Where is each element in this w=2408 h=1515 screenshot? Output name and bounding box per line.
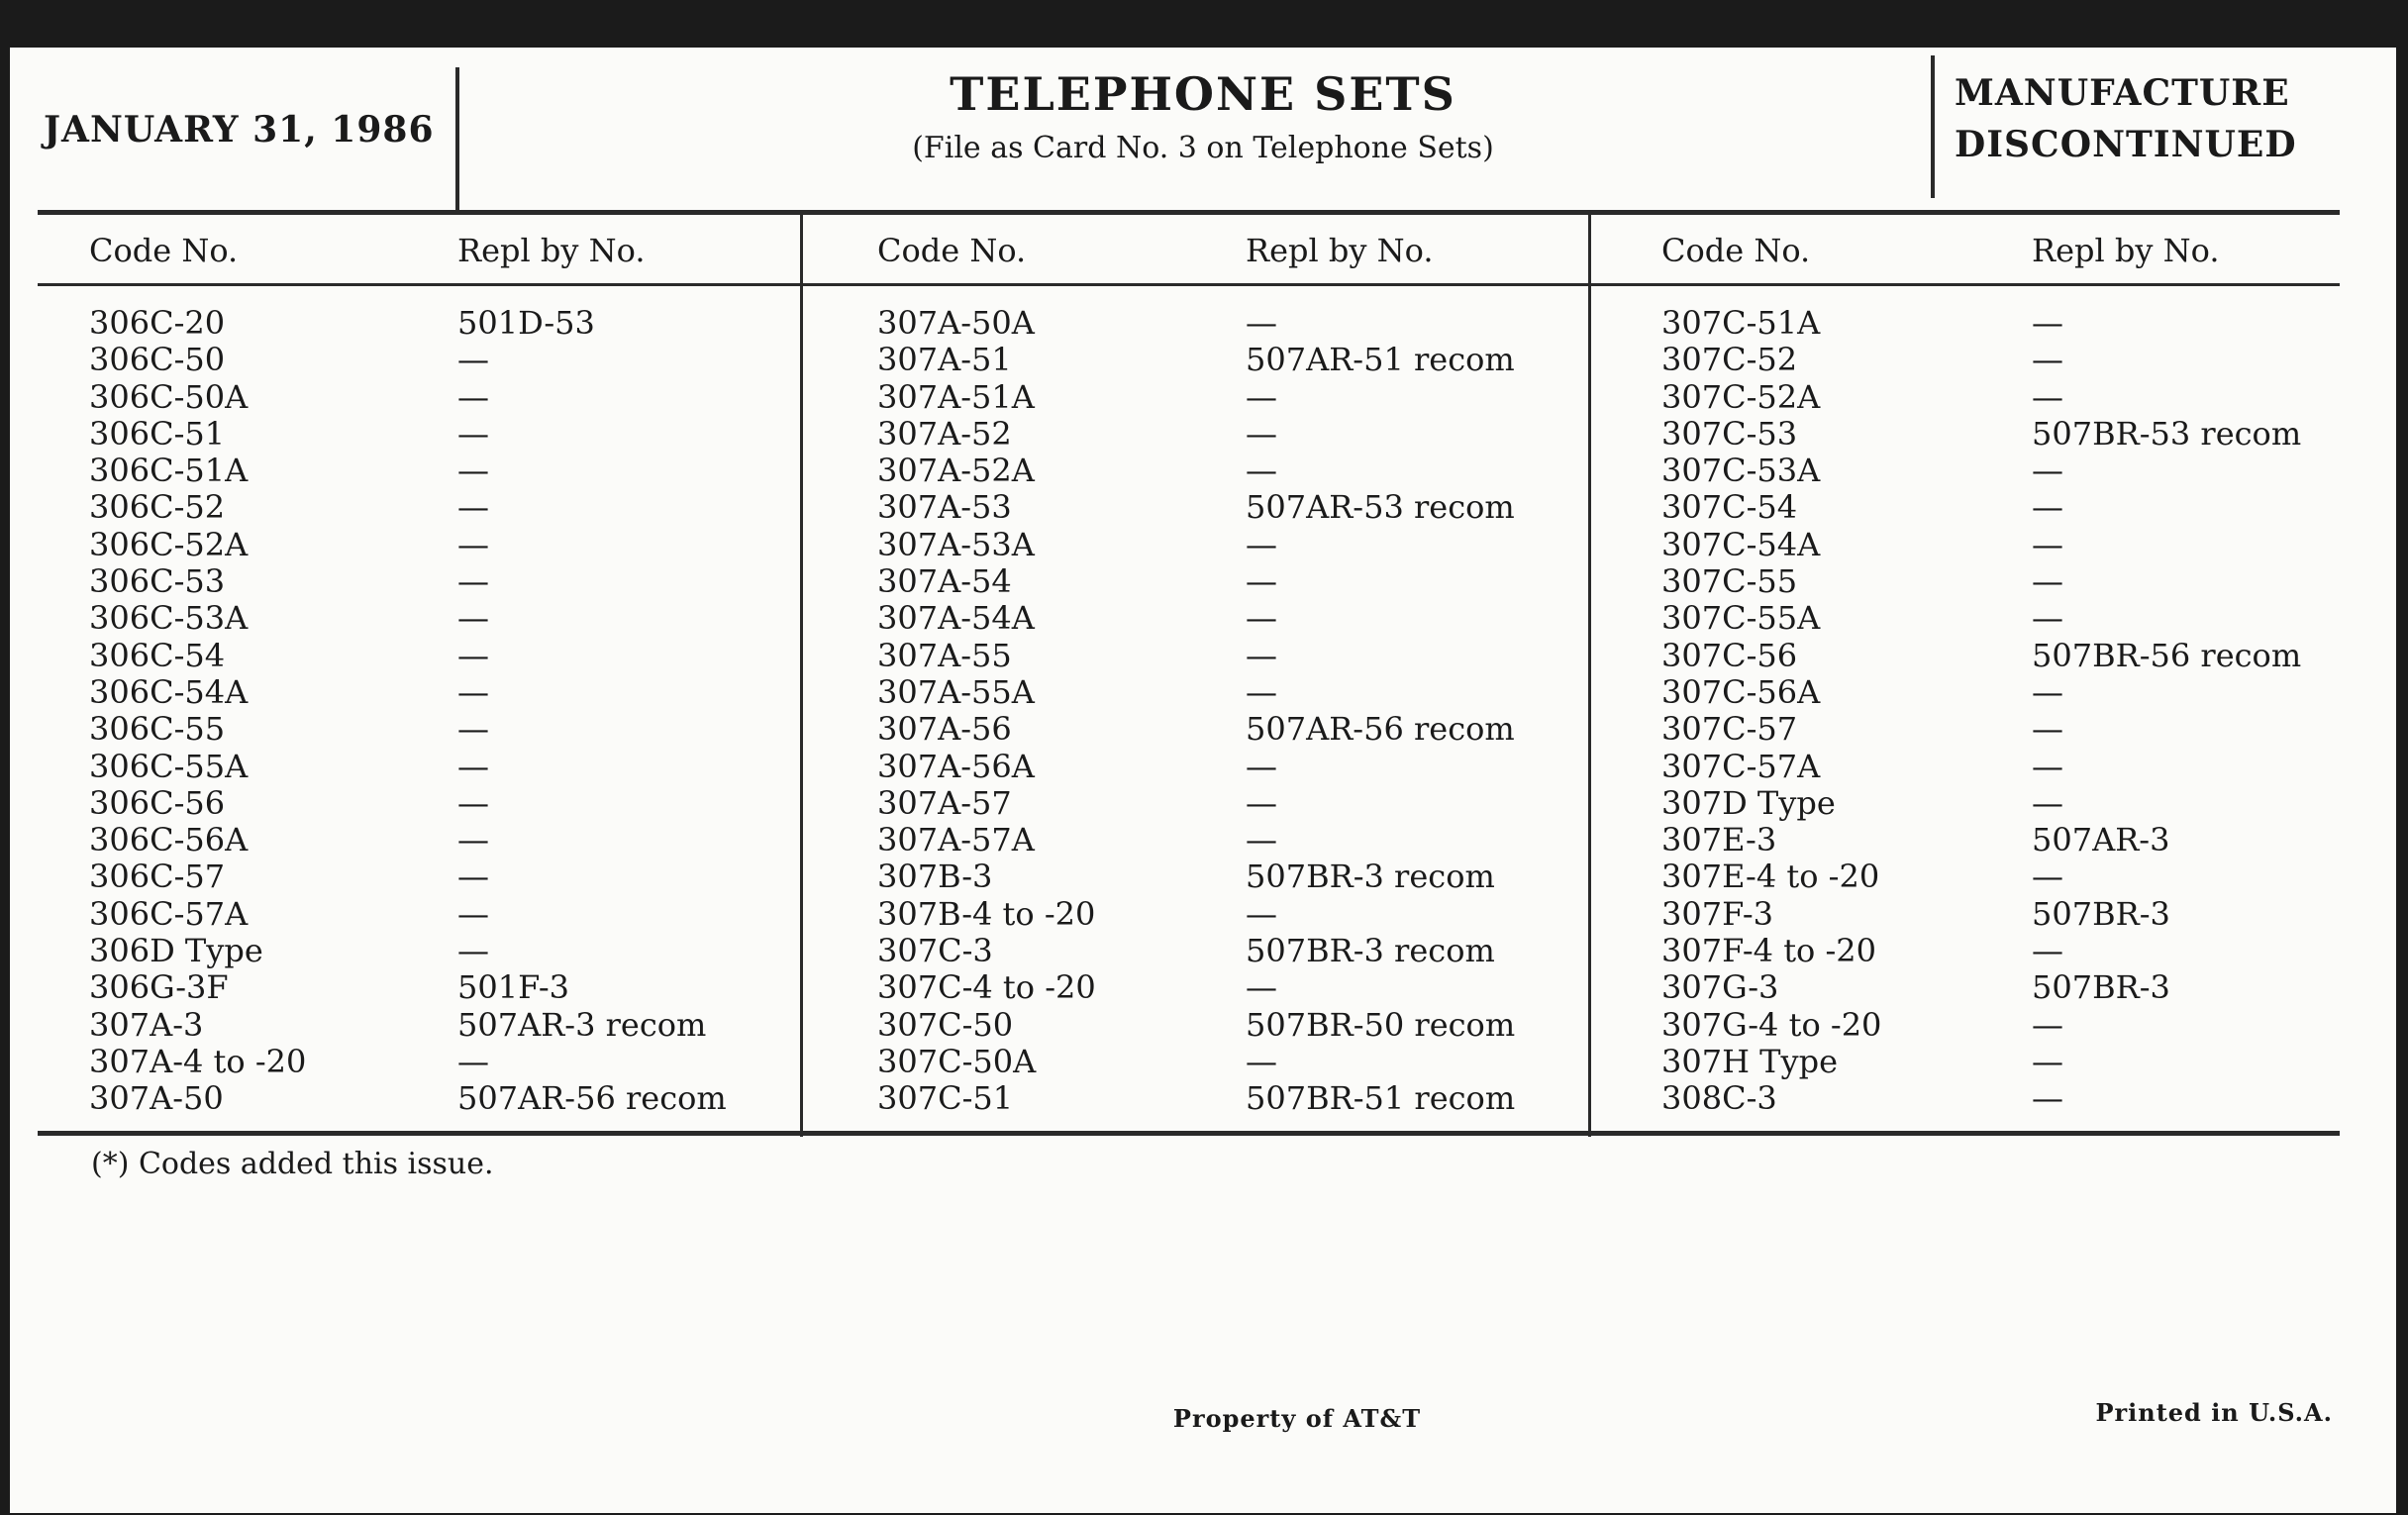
repl-cell: 507BR-50 recom <box>1246 1005 1516 1044</box>
col3-code-list <box>1661 305 1881 1118</box>
code-cell: 306C-54 <box>89 636 226 674</box>
code-cell: 306C-53 <box>89 562 226 601</box>
repl-cell: — <box>2032 377 2063 416</box>
code-cell: 306C-51 <box>89 414 226 453</box>
code-cell: 307F-3 <box>1661 894 1774 933</box>
code-cell: 307A-52 <box>877 414 1012 453</box>
repl-cell: — <box>1246 562 1277 601</box>
code-cell: 306C-50 <box>89 341 226 379</box>
code-cell: 307B-3 <box>877 858 993 896</box>
colhead-rule <box>38 283 2340 286</box>
col2-repl-list <box>1246 305 1515 1118</box>
code-cell: 307C-52A <box>1661 377 1821 416</box>
repl-cell: — <box>457 452 489 490</box>
table-bottom-rule <box>38 1131 2340 1136</box>
col2-code-header: Code No. <box>877 232 1027 269</box>
code-cell: 306C-57A <box>89 894 249 933</box>
code-cell: 307A-54 <box>877 562 1012 601</box>
code-cell: 307A-51A <box>877 377 1035 416</box>
col2-code-list <box>877 305 1096 1118</box>
code-cell: 306C-52 <box>89 488 226 527</box>
code-cell: 306C-51A <box>89 452 249 490</box>
repl-cell: — <box>457 821 489 859</box>
repl-cell: 501D-53 <box>457 304 595 342</box>
repl-cell: 507AR-3 <box>2032 821 2170 859</box>
repl-cell: — <box>457 599 489 638</box>
repl-cell: — <box>1246 525 1277 563</box>
code-cell: 306G-3F <box>89 968 229 1007</box>
repl-cell: 507BR-56 recom <box>2032 636 2302 674</box>
repl-cell: — <box>457 414 489 453</box>
repl-cell: — <box>1246 821 1277 859</box>
repl-cell: — <box>1246 414 1277 453</box>
col3-repl-header: Repl by No. <box>2032 232 2220 269</box>
repl-cell: — <box>457 672 489 711</box>
code-cell: 306C-55A <box>89 747 249 785</box>
repl-cell: — <box>2032 452 2063 490</box>
repl-cell: — <box>2032 858 2063 896</box>
page-title: TELEPHONE SETS <box>950 67 1456 121</box>
issue-date: JANUARY 31, 1986 <box>44 109 435 151</box>
code-cell: 307A-3 <box>89 1005 204 1044</box>
repl-cell: — <box>457 858 489 896</box>
code-cell: 307C-3 <box>877 932 993 970</box>
code-cell: 307A-57A <box>877 821 1035 859</box>
col2-repl-header: Repl by No. <box>1246 232 1434 269</box>
code-cell: 307F-4 to -20 <box>1661 932 1877 970</box>
repl-cell: — <box>1246 968 1277 1007</box>
code-cell: 307A-55 <box>877 636 1012 674</box>
repl-cell: — <box>457 636 489 674</box>
status-block <box>1955 67 2380 170</box>
repl-cell: — <box>1246 672 1277 711</box>
code-cell: 307C-53A <box>1661 452 1821 490</box>
repl-cell: 507BR-3 <box>2032 968 2170 1007</box>
repl-cell: — <box>2032 710 2063 749</box>
repl-cell: — <box>2032 783 2063 822</box>
repl-cell: 507BR-3 recom <box>1246 858 1495 896</box>
repl-cell: 507BR-3 recom <box>1246 932 1495 970</box>
col3-code-header: Code No. <box>1661 232 1811 269</box>
col1-code-list <box>89 305 306 1118</box>
repl-cell: — <box>457 783 489 822</box>
repl-cell: 507AR-56 recom <box>457 1079 727 1118</box>
header-divider-right <box>1931 55 1935 198</box>
repl-cell: — <box>2032 932 2063 970</box>
repl-cell: — <box>457 377 489 416</box>
code-cell: 306C-53A <box>89 599 249 638</box>
repl-cell: — <box>1246 894 1277 933</box>
repl-cell: — <box>2032 672 2063 711</box>
code-cell: 308C-3 <box>1661 1079 1777 1118</box>
code-cell: 307C-54A <box>1661 525 1821 563</box>
repl-cell: — <box>1246 1042 1277 1080</box>
code-cell: 307C-4 to -20 <box>877 968 1096 1007</box>
repl-cell: 507BR-53 recom <box>2032 414 2302 453</box>
repl-cell: — <box>2032 304 2063 342</box>
code-cell: 306C-55 <box>89 710 226 749</box>
code-cell: 306C-56 <box>89 783 226 822</box>
col1-repl-header: Repl by No. <box>457 232 646 269</box>
header-rule <box>38 210 2340 215</box>
repl-cell: — <box>1246 452 1277 490</box>
repl-cell: — <box>1246 599 1277 638</box>
repl-cell: — <box>1246 636 1277 674</box>
repl-cell: — <box>2032 488 2063 527</box>
footnote: (*) Codes added this issue. <box>91 1147 494 1181</box>
repl-cell: — <box>457 562 489 601</box>
repl-cell: — <box>2032 341 2063 379</box>
code-cell: 307A-56 <box>877 710 1012 749</box>
repl-cell: — <box>457 525 489 563</box>
repl-cell: 507AR-3 recom <box>457 1005 707 1044</box>
repl-cell: 507BR-3 <box>2032 894 2170 933</box>
repl-cell: — <box>457 710 489 749</box>
repl-cell: — <box>2032 599 2063 638</box>
status-line-2: DISCONTINUED <box>1955 124 2297 165</box>
code-cell: 306C-52A <box>89 525 249 563</box>
code-cell: 307A-50 <box>89 1079 224 1118</box>
repl-cell: 507AR-51 recom <box>1246 341 1515 379</box>
repl-cell: — <box>457 488 489 527</box>
repl-cell: — <box>457 341 489 379</box>
column-divider-2 <box>1588 210 1591 1137</box>
code-cell: 307C-51 <box>877 1079 1014 1118</box>
code-cell: 306D Type <box>89 932 263 970</box>
code-cell: 306C-56A <box>89 821 249 859</box>
col1-code-header: Code No. <box>89 232 239 269</box>
col1-repl-list <box>457 305 727 1118</box>
code-cell: 306C-50A <box>89 377 249 416</box>
repl-cell: — <box>2032 1079 2063 1118</box>
code-cell: 307A-56A <box>877 747 1035 785</box>
repl-cell: 507AR-56 recom <box>1246 710 1515 749</box>
title-block <box>465 67 1941 165</box>
repl-cell: 501F-3 <box>457 968 570 1007</box>
repl-cell: — <box>2032 747 2063 785</box>
repl-cell: — <box>2032 1042 2063 1080</box>
code-cell: 307A-57 <box>877 783 1012 822</box>
code-cell: 307C-55 <box>1661 562 1798 601</box>
code-cell: 307C-50A <box>877 1042 1037 1080</box>
code-cell: 307C-57 <box>1661 710 1798 749</box>
code-cell: 307A-52A <box>877 452 1035 490</box>
repl-cell: — <box>1246 304 1277 342</box>
header-divider-left <box>455 67 459 210</box>
code-cell: 307A-51 <box>877 341 1012 379</box>
catalog-card <box>10 48 2396 1513</box>
code-cell: 307C-53 <box>1661 414 1798 453</box>
code-cell: 307D Type <box>1661 783 1836 822</box>
code-cell: 307A-53A <box>877 525 1035 563</box>
repl-cell: — <box>2032 562 2063 601</box>
repl-cell: — <box>1246 747 1277 785</box>
code-cell: 307C-50 <box>877 1005 1014 1044</box>
code-cell: 307A-54A <box>877 599 1035 638</box>
repl-cell: — <box>457 1042 489 1080</box>
repl-cell: — <box>457 894 489 933</box>
repl-cell: — <box>457 932 489 970</box>
code-cell: 307G-3 <box>1661 968 1779 1007</box>
repl-cell: — <box>1246 783 1277 822</box>
code-cell: 307A-53 <box>877 488 1012 527</box>
code-cell: 307C-51A <box>1661 304 1821 342</box>
code-cell: 306C-20 <box>89 304 226 342</box>
footer-printed: Printed in U.S.A. <box>2095 1398 2333 1427</box>
code-cell: 307C-52 <box>1661 341 1798 379</box>
repl-cell: — <box>457 747 489 785</box>
repl-cell: — <box>2032 525 2063 563</box>
footer-property: Property of AT&T <box>1172 1404 1422 1433</box>
code-cell: 307B-4 to -20 <box>877 894 1096 933</box>
code-cell: 307C-56 <box>1661 636 1798 674</box>
code-cell: 307C-55A <box>1661 599 1821 638</box>
code-cell: 306C-54A <box>89 672 249 711</box>
code-cell: 307C-56A <box>1661 672 1821 711</box>
code-cell: 306C-57 <box>89 858 226 896</box>
code-cell: 307H Type <box>1661 1042 1838 1080</box>
repl-cell: — <box>1246 377 1277 416</box>
repl-cell: 507BR-51 recom <box>1246 1079 1516 1118</box>
code-cell: 307E-4 to -20 <box>1661 858 1880 896</box>
code-cell: 307C-54 <box>1661 488 1798 527</box>
column-divider-1 <box>800 212 803 1137</box>
code-cell: 307A-50A <box>877 304 1035 342</box>
page-subtitle: (File as Card No. 3 on Telephone Sets) <box>912 131 1494 165</box>
code-cell: 307E-3 <box>1661 821 1777 859</box>
code-cell: 307A-55A <box>877 672 1035 711</box>
code-cell: 307G-4 to -20 <box>1661 1005 1882 1044</box>
code-cell: 307A-4 to -20 <box>89 1042 307 1080</box>
repl-cell: — <box>2032 1005 2063 1044</box>
code-cell: 307C-57A <box>1661 747 1821 785</box>
repl-cell: 507AR-53 recom <box>1246 488 1515 527</box>
col3-repl-list <box>2032 305 2301 1118</box>
status-line-1: MANUFACTURE <box>1955 72 2290 114</box>
